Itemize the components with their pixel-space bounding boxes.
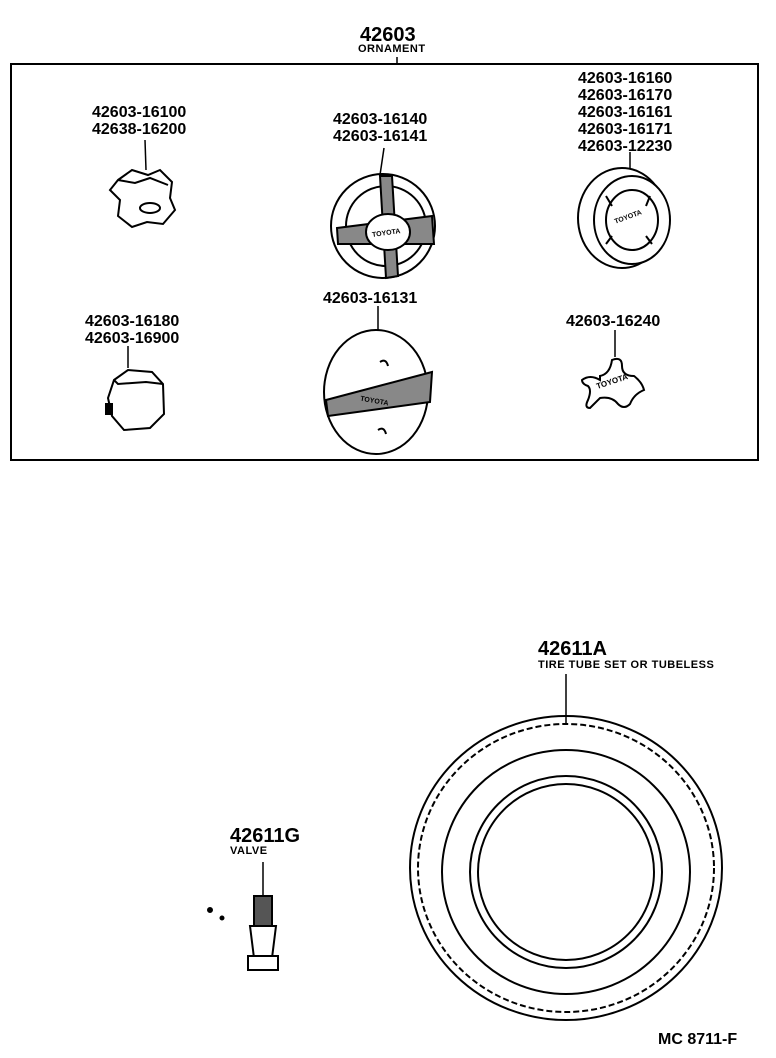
part-number: 42603-16131: [323, 290, 418, 307]
part-number: 42603-16100: [92, 104, 187, 121]
part-number: 42603-16180: [85, 313, 180, 330]
part-numbers-5: [323, 290, 417, 307]
hub-cap-emblem-text: TOYOTA: [359, 395, 389, 408]
valve-part-name: VALVE: [230, 845, 268, 857]
ornament-group-number: 42603: [360, 24, 416, 46]
center-cap-drawing: [110, 140, 175, 227]
hex-cap-drawing: [106, 346, 164, 430]
hub-ornament-cross-drawing: [331, 148, 435, 278]
part-number: 42603-16141: [333, 128, 428, 145]
part-numbers-2: [333, 111, 427, 145]
part-numbers-3: [578, 70, 672, 155]
tire-part-name: TIRE TUBE SET OR TUBELESS: [538, 659, 715, 671]
tire-part-number: 42611A: [538, 638, 607, 660]
part-numbers-1: [92, 104, 186, 138]
wheel-cap-emblem-text: TOYOTA: [613, 209, 643, 226]
emblem-drawing: [582, 330, 644, 408]
hub-cap-large-drawing: [324, 306, 432, 454]
part-numbers-6: [566, 313, 660, 330]
part-number: 42603-16140: [333, 111, 428, 128]
valve-part-number: 42611G: [230, 825, 301, 847]
part-number: 42638-16200: [92, 121, 187, 138]
hub-ornament-emblem-text: TOYOTA: [371, 228, 401, 239]
part-number: 42603-16171: [578, 121, 673, 138]
emblem-text: TOYOTA: [595, 372, 630, 391]
diagram-code: MC 8711-F: [658, 1031, 738, 1048]
part-number: 42603-16170: [578, 87, 673, 104]
part-number: 42603-16900: [85, 330, 180, 347]
part-number: 42603-12230: [578, 138, 673, 155]
tire-drawing: [410, 674, 722, 1020]
wheel-cap-disc-drawing: [578, 152, 670, 268]
part-number: 42603-16160: [578, 70, 673, 87]
part-number: 42603-16161: [578, 104, 673, 121]
valve-drawing: [208, 862, 278, 970]
part-numbers-4: [85, 313, 179, 347]
ornament-group-name: ORNAMENT: [358, 43, 426, 55]
part-number: 42603-16240: [566, 313, 661, 330]
